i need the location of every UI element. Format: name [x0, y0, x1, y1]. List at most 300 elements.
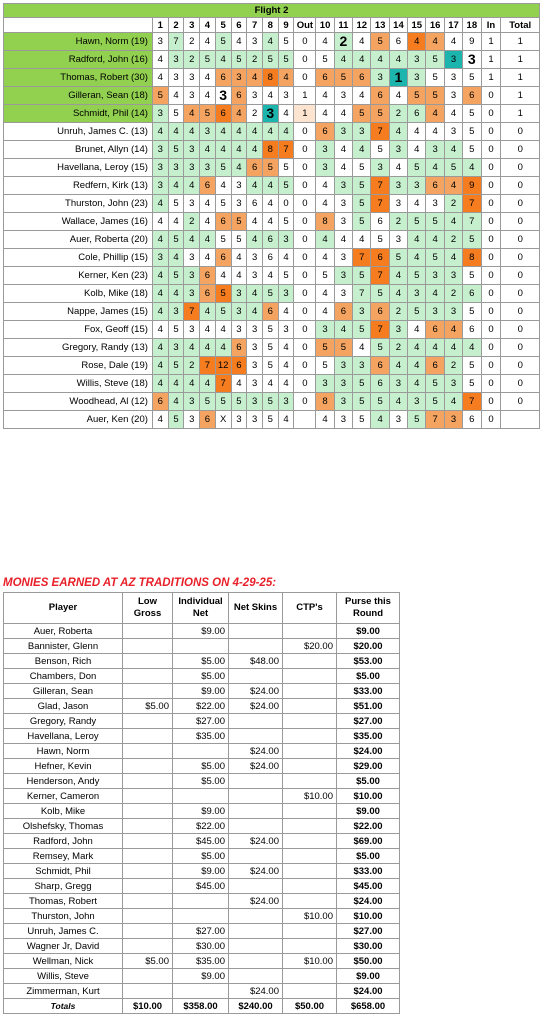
score-cell: 6	[316, 69, 334, 87]
score-cell: 3	[408, 177, 426, 195]
score-cell: 5	[168, 267, 184, 285]
score-cell: 7	[463, 213, 481, 231]
individual-net	[173, 789, 229, 804]
score-cell: 5	[316, 339, 334, 357]
score-cell: 4	[200, 33, 216, 51]
score-cell: 3	[444, 267, 462, 285]
score-cell: 0	[481, 249, 501, 267]
net-skins: $48.00	[229, 654, 283, 669]
score-cell: 3	[334, 357, 352, 375]
score-cell: 4	[353, 141, 371, 159]
score-cell: 5	[463, 69, 481, 87]
score-cell: 8	[316, 393, 334, 411]
score-cell: 5	[426, 87, 444, 105]
score-cell: 0	[501, 231, 540, 249]
score-cell: 4	[389, 285, 407, 303]
purse: $5.00	[337, 849, 400, 864]
score-cell: 7	[353, 249, 371, 267]
player-name: Wellman, Nick	[4, 954, 123, 969]
score-cell: 0	[501, 303, 540, 321]
score-cell: 1	[501, 87, 540, 105]
score-cell: 4	[168, 123, 184, 141]
score-cell: 2	[184, 213, 200, 231]
low-gross	[123, 849, 173, 864]
score-cell: 3	[408, 285, 426, 303]
score-cell: 4	[231, 123, 247, 141]
score-cell: 0	[294, 393, 316, 411]
net-skins: $24.00	[229, 984, 283, 999]
score-cell: 3	[389, 177, 407, 195]
score-cell: 3	[168, 339, 184, 357]
score-row	[4, 231, 540, 249]
score-cell: 3	[334, 87, 352, 105]
score-row	[4, 321, 540, 339]
score-cell: 7	[371, 177, 389, 195]
monies-row	[4, 834, 400, 849]
score-cell: 3	[184, 141, 200, 159]
player-name: Nappe, James (15)	[4, 303, 153, 321]
score-cell: 1	[294, 87, 316, 105]
score-cell: 6	[200, 285, 216, 303]
ctp	[283, 774, 337, 789]
score-cell: 6	[215, 249, 231, 267]
score-cell: 4	[426, 339, 444, 357]
score-cell: 0	[294, 357, 316, 375]
ctp	[283, 669, 337, 684]
score-cell: 5	[215, 393, 231, 411]
player-name: Wallace, James (16)	[4, 213, 153, 231]
score-cell: 5	[463, 105, 481, 123]
score-cell: 4	[262, 213, 278, 231]
score-cell: 2	[389, 105, 407, 123]
monies-row	[4, 759, 400, 774]
score-cell: 4	[262, 123, 278, 141]
score-cell: 4	[408, 231, 426, 249]
purse: $20.00	[337, 639, 400, 654]
low-gross	[123, 729, 173, 744]
score-cell: 3	[152, 141, 168, 159]
score-cell: 5	[168, 105, 184, 123]
score-cell: 4	[444, 339, 462, 357]
player-name: Redfern, Kirk (13)	[4, 177, 153, 195]
monies-row	[4, 684, 400, 699]
score-cell: 4	[316, 249, 334, 267]
score-cell: 3	[247, 411, 263, 429]
hole-header: 9	[278, 18, 294, 33]
purse: $29.00	[337, 759, 400, 774]
low-gross	[123, 909, 173, 924]
player-name: Cole, Phillip (15)	[4, 249, 153, 267]
score-cell: 4	[426, 123, 444, 141]
score-cell: 7	[463, 393, 481, 411]
score-cell: 0	[481, 375, 501, 393]
score-cell: 3	[444, 51, 462, 69]
score-row	[4, 375, 540, 393]
score-cell: 4	[444, 177, 462, 195]
score-cell: 4	[444, 33, 462, 51]
monies-row	[4, 804, 400, 819]
purse: $35.00	[337, 729, 400, 744]
ctp	[283, 834, 337, 849]
score-cell: 5	[278, 51, 294, 69]
score-cell: 6	[262, 303, 278, 321]
score-cell: 4	[152, 375, 168, 393]
monies-row	[4, 639, 400, 654]
individual-net: $35.00	[173, 954, 229, 969]
ctp	[283, 924, 337, 939]
score-cell: 5	[444, 159, 462, 177]
score-cell: 4	[231, 249, 247, 267]
score-cell: 5	[408, 213, 426, 231]
low-gross	[123, 819, 173, 834]
score-cell: 3	[426, 195, 444, 213]
score-cell: 4	[231, 159, 247, 177]
score-row	[4, 141, 540, 159]
score-cell: 4	[262, 177, 278, 195]
score-cell: 0	[481, 105, 501, 123]
score-cell: 3	[353, 303, 371, 321]
score-cell: 0	[501, 339, 540, 357]
score-cell: 4	[168, 375, 184, 393]
monies-title: MONIES EARNED AT AZ TRADITIONS ON 4-29-25:	[3, 577, 277, 589]
score-cell: 4	[278, 339, 294, 357]
score-cell: 3	[152, 159, 168, 177]
score-cell: 0	[481, 285, 501, 303]
score-cell: 4	[334, 141, 352, 159]
score-cell: 5	[200, 51, 216, 69]
header-blank	[4, 18, 153, 33]
monies-row	[4, 894, 400, 909]
score-cell: 0	[501, 357, 540, 375]
player-name: Chambers, Don	[4, 669, 123, 684]
purse: $10.00	[337, 789, 400, 804]
score-row	[4, 357, 540, 375]
score-cell: 2	[444, 195, 462, 213]
score-cell: 4	[152, 303, 168, 321]
hole-header: 3	[184, 18, 200, 33]
score-cell: 0	[481, 141, 501, 159]
player-name: Remsey, Mark	[4, 849, 123, 864]
score-cell: 4	[389, 159, 407, 177]
score-row	[4, 285, 540, 303]
score-cell: 0	[294, 141, 316, 159]
score-cell: 4	[200, 321, 216, 339]
score-cell: 4	[152, 285, 168, 303]
score-cell: 7	[215, 375, 231, 393]
score-cell: 4	[184, 123, 200, 141]
hole-header: 1	[152, 18, 168, 33]
monies-row	[4, 939, 400, 954]
score-cell: 3	[316, 159, 334, 177]
score-cell: 0	[481, 321, 501, 339]
player-name: Kolb, Mike	[4, 804, 123, 819]
score-cell: 3	[334, 393, 352, 411]
score-cell: 0	[278, 195, 294, 213]
score-cell: 3	[334, 285, 352, 303]
score-row	[4, 267, 540, 285]
ctp	[283, 819, 337, 834]
monies-row	[4, 849, 400, 864]
total-value: $240.00	[229, 999, 283, 1014]
score-cell: 3	[168, 159, 184, 177]
score-cell: 3	[444, 375, 462, 393]
score-cell: 3	[200, 123, 216, 141]
score-cell: 4	[278, 105, 294, 123]
score-cell: 3	[231, 69, 247, 87]
score-cell: 4	[408, 141, 426, 159]
score-cell: 3	[247, 357, 263, 375]
score-cell: 0	[501, 195, 540, 213]
score-cell: 3	[389, 375, 407, 393]
score-cell: 3	[408, 393, 426, 411]
score-cell: 5	[278, 267, 294, 285]
score-cell: 3	[278, 231, 294, 249]
net-skins	[229, 714, 283, 729]
score-cell: 5	[168, 231, 184, 249]
score-cell: 6	[353, 69, 371, 87]
score-cell: 4	[247, 213, 263, 231]
score-cell: 5	[408, 267, 426, 285]
player-name: Woodhead, Al (12)	[4, 393, 153, 411]
score-cell: 2	[389, 303, 407, 321]
score-cell: 7	[426, 411, 444, 429]
score-cell: 0	[294, 159, 316, 177]
score-row	[4, 33, 540, 51]
purse: $45.00	[337, 879, 400, 894]
score-cell: 3	[184, 249, 200, 267]
score-cell: 4	[184, 375, 200, 393]
hole-header: 13	[371, 18, 389, 33]
score-cell: 3	[152, 249, 168, 267]
purse: $53.00	[337, 654, 400, 669]
ctp	[283, 879, 337, 894]
player-name: Schmidt, Phil	[4, 864, 123, 879]
score-cell: 6	[371, 357, 389, 375]
score-cell: 5	[408, 87, 426, 105]
score-cell: 3	[334, 123, 352, 141]
player-name: Hawn, Norm	[4, 744, 123, 759]
monies-row	[4, 774, 400, 789]
score-cell: 3	[231, 195, 247, 213]
score-cell: 4	[152, 69, 168, 87]
score-row	[4, 51, 540, 69]
player-name: Auer, Roberta	[4, 624, 123, 639]
score-cell: 3	[247, 87, 263, 105]
score-cell: 0	[501, 285, 540, 303]
score-cell: 5	[353, 411, 371, 429]
ctp	[283, 849, 337, 864]
individual-net	[173, 894, 229, 909]
player-name: Gilleran, Sean	[4, 684, 123, 699]
score-cell: 6	[463, 87, 481, 105]
monies-row	[4, 624, 400, 639]
hole-header: 10	[316, 18, 334, 33]
score-cell: 4	[231, 375, 247, 393]
score-cell: 5	[463, 141, 481, 159]
score-cell: 3	[247, 321, 263, 339]
individual-net: $5.00	[173, 654, 229, 669]
score-cell: 7	[371, 123, 389, 141]
purse: $24.00	[337, 894, 400, 909]
player-name: Thurston, John	[4, 909, 123, 924]
ctp	[283, 969, 337, 984]
score-cell: 0	[481, 303, 501, 321]
player-name: Auer, Roberta (20)	[4, 231, 153, 249]
monies-row	[4, 669, 400, 684]
score-cell: 6	[262, 231, 278, 249]
ctp	[283, 984, 337, 999]
low-gross	[123, 759, 173, 774]
net-skins	[229, 909, 283, 924]
score-cell: 4	[353, 231, 371, 249]
player-name: Gregory, Randy (13)	[4, 339, 153, 357]
player-name: Henderson, Andy	[4, 774, 123, 789]
purse: $27.00	[337, 924, 400, 939]
low-gross	[123, 939, 173, 954]
score-cell: 4	[353, 87, 371, 105]
score-cell: 1	[481, 33, 501, 51]
score-cell: 6	[200, 267, 216, 285]
score-cell: 5	[371, 231, 389, 249]
score-cell: 2	[247, 105, 263, 123]
score-cell: 0	[481, 159, 501, 177]
score-cell: 5	[278, 33, 294, 51]
score-cell: 3	[152, 105, 168, 123]
player-name: Unruh, James C. (13)	[4, 123, 153, 141]
score-cell: 3	[408, 69, 426, 87]
score-cell: 4	[262, 87, 278, 105]
score-cell: 12	[215, 357, 231, 375]
score-cell: 6	[200, 177, 216, 195]
score-cell: 4	[444, 393, 462, 411]
score-cell: 6	[371, 249, 389, 267]
score-cell: 7	[168, 33, 184, 51]
score-cell: 4	[389, 87, 407, 105]
score-cell: 3	[262, 105, 278, 123]
score-cell: 4	[262, 267, 278, 285]
score-row	[4, 195, 540, 213]
score-cell: 5	[231, 213, 247, 231]
score-cell: 5	[215, 231, 231, 249]
score-cell: 0	[481, 231, 501, 249]
score-row	[4, 87, 540, 105]
score-row	[4, 177, 540, 195]
low-gross	[123, 984, 173, 999]
score-cell: 0	[294, 51, 316, 69]
individual-net: $9.00	[173, 969, 229, 984]
score-cell: 4	[231, 267, 247, 285]
score-cell: 5	[353, 105, 371, 123]
score-cell: 9	[463, 33, 481, 51]
score-cell: 0	[294, 123, 316, 141]
score-cell: 3	[444, 411, 462, 429]
score-cell: 4	[262, 195, 278, 213]
score-cell: 3	[231, 411, 247, 429]
score-cell: 1	[501, 105, 540, 123]
score-cell: 5	[200, 393, 216, 411]
score-cell: 4	[247, 141, 263, 159]
ctp	[283, 654, 337, 669]
score-cell: 4	[444, 105, 462, 123]
score-cell: 5	[353, 195, 371, 213]
monies-row	[4, 969, 400, 984]
score-cell: 5	[231, 51, 247, 69]
score-cell: 0	[501, 267, 540, 285]
score-cell: 4	[152, 267, 168, 285]
score-cell: 4	[168, 213, 184, 231]
score-cell: 0	[481, 267, 501, 285]
flight-label	[4, 4, 540, 18]
score-cell: 8	[463, 249, 481, 267]
score-cell: 4	[152, 357, 168, 375]
score-cell: 4	[353, 51, 371, 69]
net-skins	[229, 804, 283, 819]
score-cell: 4	[200, 231, 216, 249]
score-cell: 1	[501, 69, 540, 87]
score-cell: 2	[444, 231, 462, 249]
score-cell: 3	[231, 321, 247, 339]
score-cell: 5	[215, 303, 231, 321]
player-name: Fox, Geoff (15)	[4, 321, 153, 339]
score-cell: 3	[184, 393, 200, 411]
net-skins	[229, 924, 283, 939]
ctp: $10.00	[283, 789, 337, 804]
ctp	[283, 699, 337, 714]
score-cell: 2	[389, 213, 407, 231]
player-name: Benson, Rich	[4, 654, 123, 669]
player-name: Sharp, Gregg	[4, 879, 123, 894]
low-gross: $5.00	[123, 954, 173, 969]
monies-row	[4, 729, 400, 744]
score-cell: 0	[294, 69, 316, 87]
hole-header: 12	[353, 18, 371, 33]
monies-header: Purse this Round	[337, 593, 400, 624]
score-cell: 3	[444, 87, 462, 105]
low-gross	[123, 774, 173, 789]
score-cell: 4	[168, 285, 184, 303]
score-cell: 6	[426, 177, 444, 195]
score-cell: 6	[463, 321, 481, 339]
score-cell: 3	[278, 321, 294, 339]
score-cell: 4	[200, 69, 216, 87]
score-cell: 4	[278, 123, 294, 141]
score-cell: 3	[200, 159, 216, 177]
monies-row	[4, 954, 400, 969]
score-cell: 4	[463, 339, 481, 357]
score-cell: 5	[262, 357, 278, 375]
score-cell: 0	[501, 393, 540, 411]
score-cell: 3	[184, 195, 200, 213]
score-cell: 4	[408, 123, 426, 141]
score-cell: 1	[389, 69, 407, 87]
score-cell: 3	[231, 285, 247, 303]
individual-net: $35.00	[173, 729, 229, 744]
score-row	[4, 69, 540, 87]
low-gross	[123, 864, 173, 879]
score-cell: 5	[334, 69, 352, 87]
score-cell: 5	[389, 249, 407, 267]
score-cell: 0	[501, 213, 540, 231]
score-cell: 4	[389, 357, 407, 375]
score-cell: 4	[215, 267, 231, 285]
score-cell: 3	[152, 177, 168, 195]
player-name: Thomas, Robert	[4, 894, 123, 909]
score-cell: 5	[371, 105, 389, 123]
low-gross	[123, 639, 173, 654]
score-cell: 3	[168, 69, 184, 87]
score-cell: 6	[316, 123, 334, 141]
player-name: Kolb, Mike (18)	[4, 285, 153, 303]
